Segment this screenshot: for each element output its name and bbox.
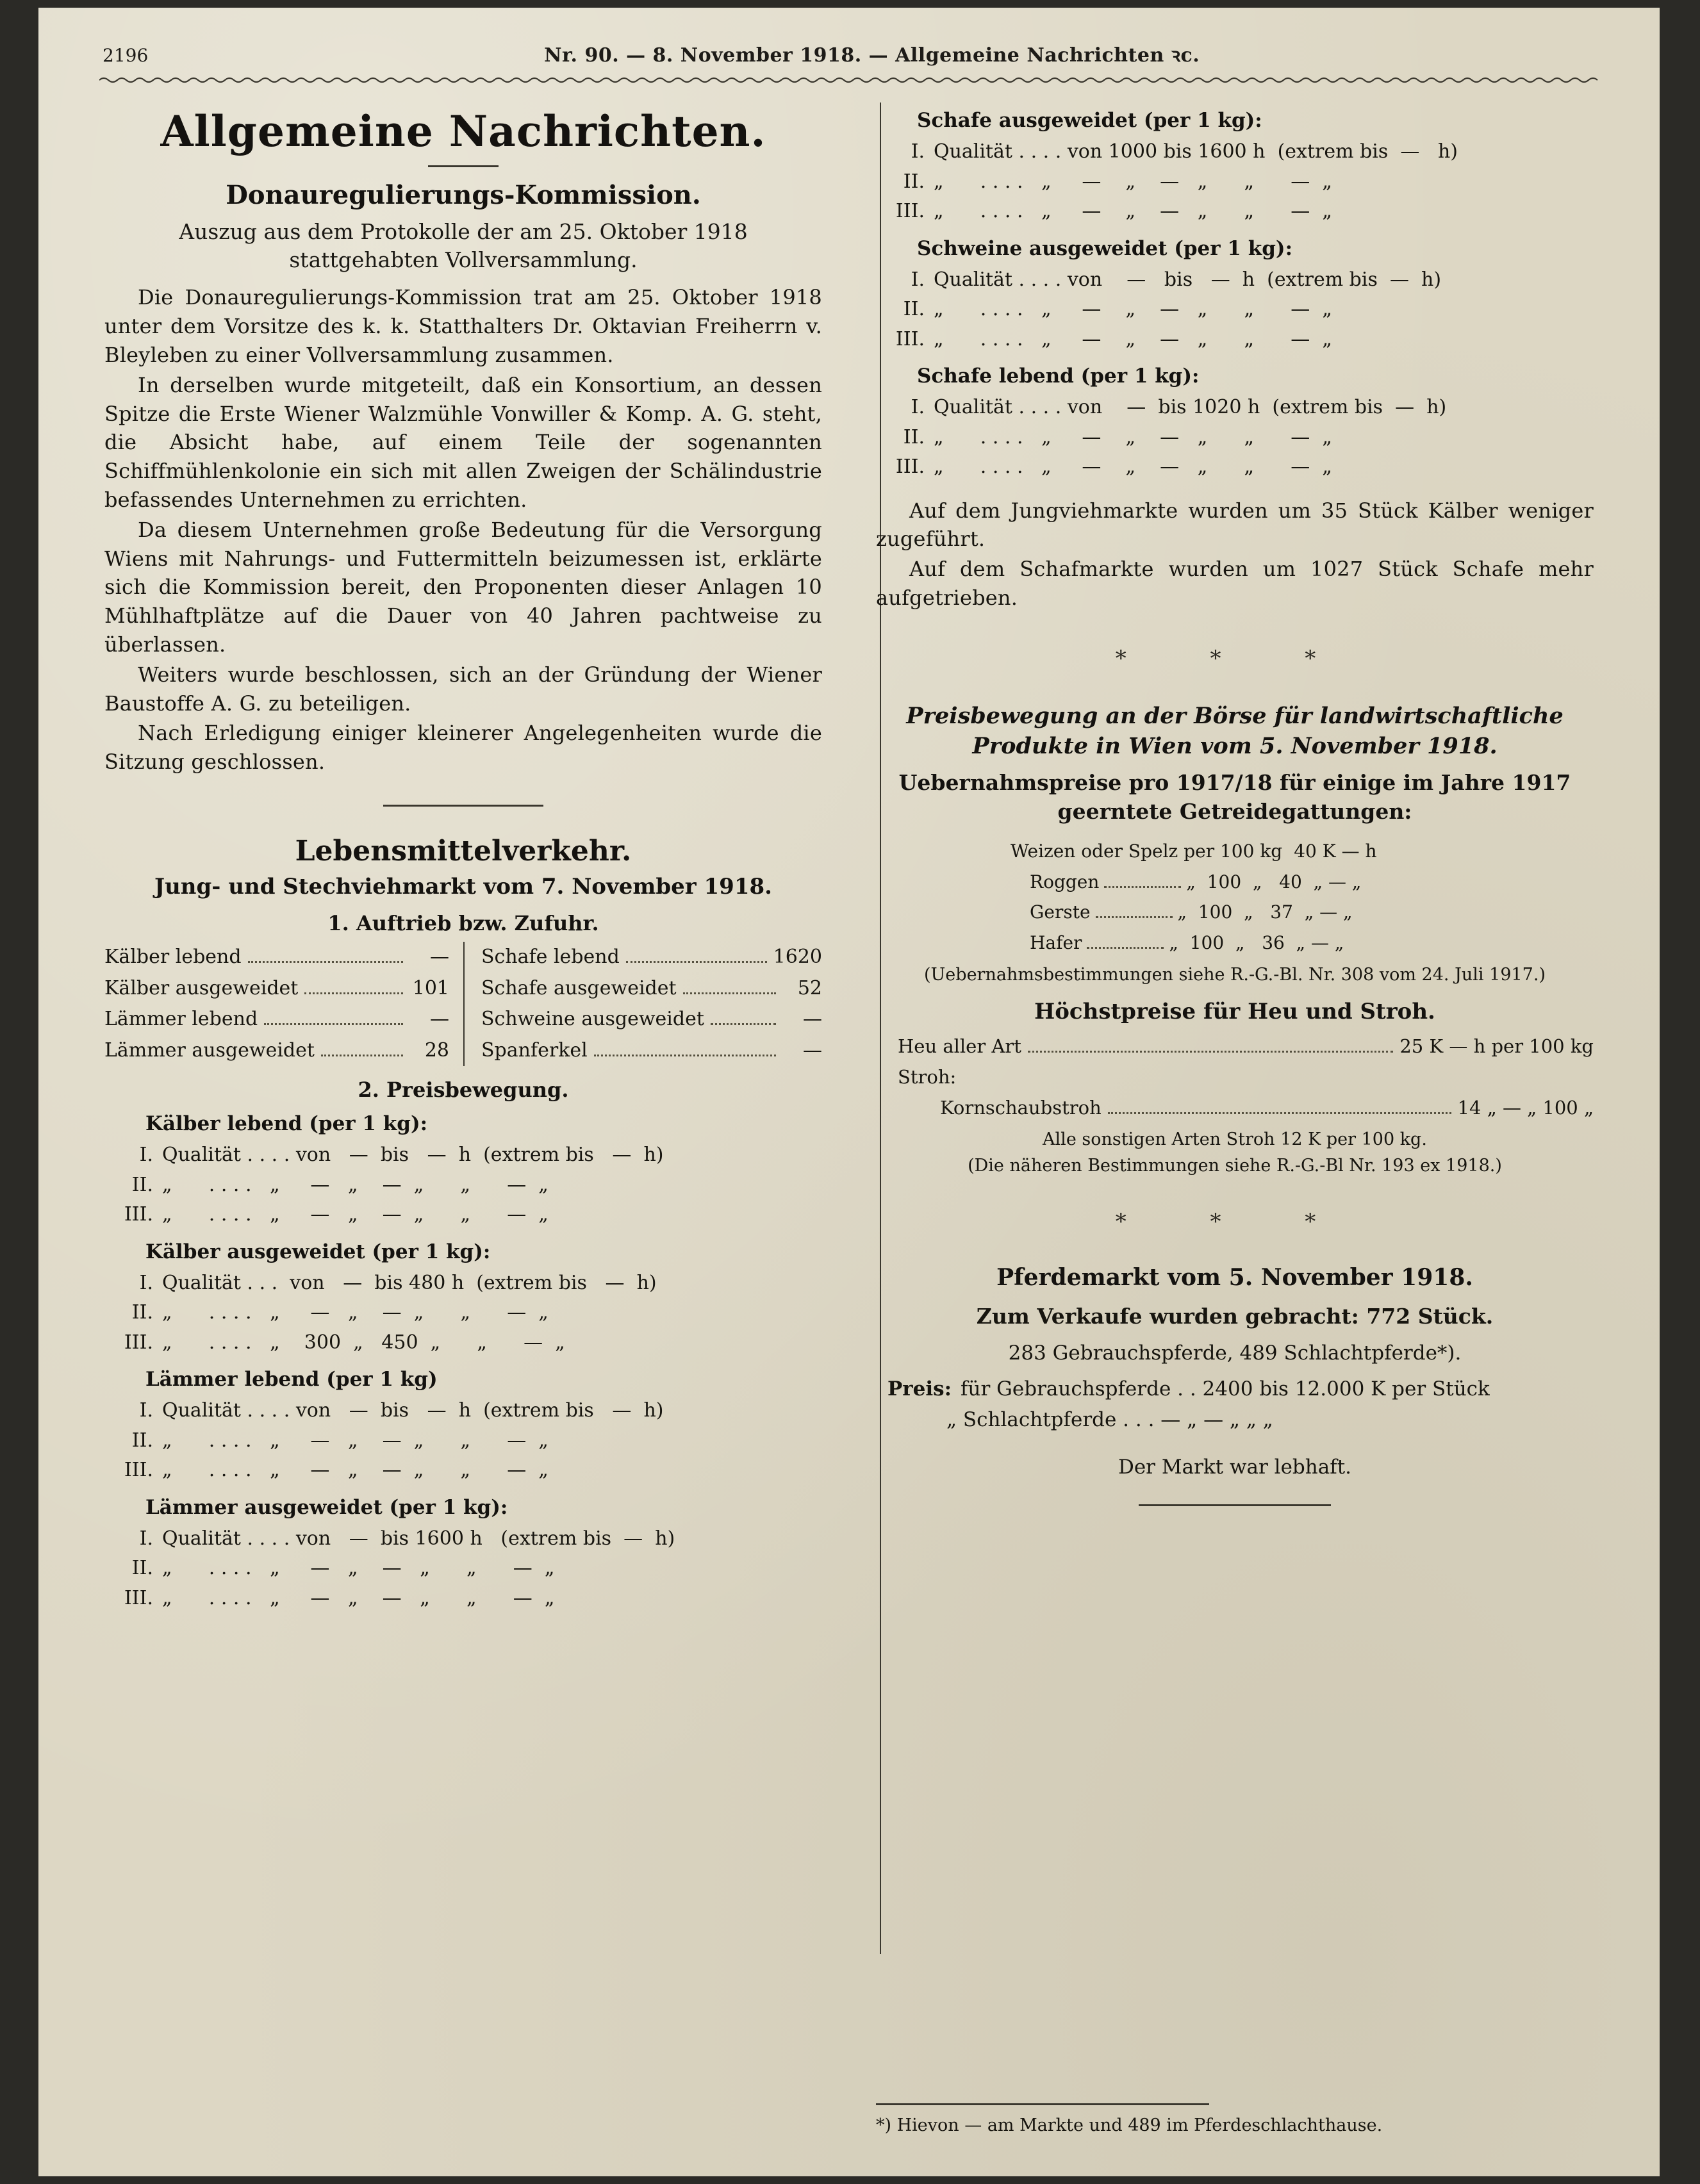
quality-text: „ . . . . „ — „ — „ „ — „ <box>162 1301 549 1324</box>
price-row <box>104 1140 822 1170</box>
quality-text: Qualität . . . . von — bis — h (extrem bis — h) <box>162 1144 664 1167</box>
price-block <box>104 1112 822 1230</box>
leader-dots <box>304 992 403 994</box>
quality-text: „ . . . . „ — „ — „ „ — „ <box>934 456 1332 478</box>
price-row <box>104 1554 822 1584</box>
quality-number: I. <box>911 140 925 163</box>
quality-number: III. <box>124 1203 153 1226</box>
leader-dots <box>626 960 767 963</box>
running-head <box>103 41 1596 67</box>
footnote-area <box>876 2080 1594 2135</box>
price-row <box>876 167 1594 197</box>
leader-dots <box>594 1054 776 1056</box>
quality-text: Qualität . . . von — bis 480 h (extrem bis — h) <box>162 1271 657 1294</box>
hay-value: 14 „ — „ 100 „ <box>1457 1096 1594 1119</box>
leader-dots <box>711 1022 776 1025</box>
table-row <box>104 1035 449 1067</box>
horse-price-value: „ Schlachtpferde . . . — „ — „ „ „ <box>946 1408 1273 1432</box>
leader-dots <box>264 1022 403 1025</box>
table-row <box>481 1035 822 1067</box>
quality-number: III. <box>124 1459 153 1482</box>
supply-value: — <box>803 1008 822 1031</box>
leader-dots <box>1028 1050 1393 1053</box>
price-row <box>876 197 1594 227</box>
quality-text: „ . . . . „ — „ — „ „ — „ <box>934 298 1332 320</box>
price-row <box>104 1298 822 1328</box>
quality-text: Qualität . . . . von — bis 1020 h (extrem bis — h) <box>934 396 1447 418</box>
table-row <box>876 867 1594 898</box>
quality-text: „ . . . . „ — „ — „ „ — „ <box>162 1203 549 1226</box>
price-block-title: Lämmer ausgeweidet (per 1 kg): <box>145 1495 508 1519</box>
quality-number: III. <box>895 327 925 350</box>
table-row <box>481 942 822 973</box>
price-block <box>876 109 1594 227</box>
quality-number: II. <box>131 1301 153 1324</box>
quality-text: „ . . . . „ — „ — „ „ — „ <box>934 425 1332 448</box>
grain-value: „ 100 „ 37 „ — „ <box>1177 901 1353 923</box>
grain-name: Gerste <box>1030 901 1091 923</box>
running-head-center: Nr. 90. — 8. November 1918. — Allgemeine Nachrichten ꝛc. <box>544 44 1200 67</box>
leader-dots <box>1108 1112 1451 1114</box>
star-separator: * * * <box>1115 1209 1355 1235</box>
price-row <box>104 1426 822 1456</box>
quality-number: I. <box>139 1399 153 1422</box>
grain-name: Roggen <box>1030 871 1100 892</box>
footer-rule <box>1139 1504 1331 1506</box>
grain-value: „ 100 „ 36 „ — „ <box>1169 932 1344 954</box>
table-row <box>104 1004 449 1035</box>
hay-note-1: Alle sonstigen Arten Stroh 12 K per 100 kg. <box>1043 1129 1427 1150</box>
supply-name: Schweine ausgeweidet <box>481 1008 704 1031</box>
quality-text: „ . . . . „ — „ — „ „ — „ <box>934 170 1332 193</box>
supply-value: — <box>430 1008 449 1031</box>
quality-number: II. <box>131 1557 153 1580</box>
left-column <box>104 97 822 2138</box>
hay-note-2: (Die näheren Bestimmungen siehe R.-G.-Bl Nr. 193 ex 1918.) <box>968 1156 1502 1176</box>
supply-table-left <box>104 942 463 1066</box>
price-row <box>876 137 1594 167</box>
paragraph: Weiters wurde beschlossen, sich an der Gründung der Wiener Baustoffe A. G. zu beteiligen. <box>104 662 822 716</box>
quality-number: III. <box>124 1331 153 1354</box>
price-row <box>104 1456 822 1486</box>
price-row <box>104 1269 822 1299</box>
hay-value: 25 K — h per 100 kg <box>1399 1035 1594 1057</box>
quality-number: I. <box>911 396 925 418</box>
quality-number: III. <box>124 1586 153 1609</box>
pferdemarkt-line-1: Zum Verkaufe wurden gebracht: 772 Stück. <box>976 1304 1494 1329</box>
table-row <box>104 942 449 973</box>
supply-name: Lämmer ausgeweidet <box>104 1039 315 1062</box>
quality-text: Qualität . . . . von — bis — h (extrem bis — h) <box>162 1399 664 1422</box>
price-row <box>876 393 1594 423</box>
grain-name: Hafer <box>1030 932 1082 954</box>
quality-text: Qualität . . . . von — bis — h (extrem bis — h) <box>934 268 1442 291</box>
quality-number: I. <box>139 1271 153 1294</box>
quality-number: III. <box>895 456 925 478</box>
quality-number: I. <box>139 1144 153 1167</box>
horse-price-row <box>876 1404 1594 1435</box>
table-row <box>481 973 822 1005</box>
grain-name: Weizen oder Spelz per 100 kg <box>1011 841 1283 862</box>
quality-text: „ . . . . „ 300 „ 450 „ „ — „ <box>162 1331 565 1354</box>
price-block-title: Kälber lebend (per 1 kg): <box>145 1112 428 1136</box>
horse-price-row <box>876 1374 1594 1404</box>
boerse-title: Preisbewegung an der Börse für landwirtschaftliche Produkte in Wien vom 5. November 1918. <box>906 702 1564 759</box>
paragraph: Nach Erledigung einiger kleinerer Angelegenheiten wurde die Sitzung geschlossen. <box>104 721 822 775</box>
table-row <box>876 1031 1594 1062</box>
grain-note: (Uebernahmsbestimmungen siehe R.-G.-Bl. Nr. 308 vom 24. Juli 1917.) <box>924 964 1546 985</box>
hay-price-table <box>876 1031 1594 1123</box>
table-row <box>876 928 1594 958</box>
table-row <box>104 973 449 1005</box>
quality-text: „ . . . . „ — „ — „ „ — „ <box>162 1429 549 1452</box>
supply-value: 28 <box>424 1039 449 1062</box>
quality-text: „ . . . . „ — „ — „ „ — „ <box>934 200 1332 222</box>
quality-number: III. <box>895 200 925 222</box>
supply-name: Spanferkel <box>481 1039 588 1062</box>
paragraph: In derselben wurde mitgeteilt, daß ein Konsortium, an dessen Spitze die Erste Wiener Walzmühle Vonwiller & Komp. A. G. steht, die Absicht habe, auf einem Teile der sogenannten Schiffmühlenkolonie ein sich mit allen Zweigen der Schälindustrie befassendes Unternehmen zu errichten. <box>104 372 822 513</box>
price-row <box>876 423 1594 453</box>
masthead-title: Allgemeine Nachrichten. <box>160 106 766 156</box>
leader-dots <box>321 1054 403 1056</box>
price-block-title: Kälber ausgeweidet (per 1 kg): <box>145 1240 491 1263</box>
quality-text: „ . . . . „ — „ — „ „ — „ <box>162 1459 549 1482</box>
hay-label: Stroh: <box>898 1065 957 1088</box>
leader-dots <box>1087 946 1164 949</box>
footnote-rule <box>876 2103 1209 2105</box>
price-row <box>876 325 1594 355</box>
section-subhead: Auszug aus dem Protokolle der am 25. Oktober 1918 stattgehabten Vollversammlung. <box>179 219 748 273</box>
paragraph: Da diesem Unternehmen große Bedeutung für die Versorgung Wiens mit Nahrungs- und Futtermitteln beizumessen ist, erklärte sich die Kommission bereit, den Proponenten dieser Anlagen 10 Mühlhaftplätze auf die Dauer von 40 Jahren pachtweise zu überlassen. <box>104 517 822 657</box>
table-row <box>876 836 1594 867</box>
section-title-lebensmittelverkehr: Lebensmittelverkehr. <box>295 834 632 867</box>
section-separator-rule <box>383 805 543 807</box>
quality-number: II. <box>903 170 925 193</box>
price-row <box>104 1200 822 1230</box>
subsection-1-heading: 1. Auftrieb bzw. Zufuhr. <box>327 910 599 935</box>
section-title-donauregulierung: Donauregulierungs-Kommission. <box>226 180 701 210</box>
two-column-body <box>99 97 1599 2138</box>
hay-prices-heading: Höchstpreise für Heu und Stroh. <box>1034 998 1435 1024</box>
supply-name: Lämmer lebend <box>104 1008 258 1031</box>
supply-name: Schafe ausgeweidet <box>481 976 677 999</box>
leader-dots <box>1096 915 1173 918</box>
price-row <box>104 1584 822 1614</box>
horse-price-label: Preis: <box>887 1377 952 1401</box>
price-block <box>104 1240 822 1358</box>
table-row <box>481 1004 822 1035</box>
subsection-2-heading: 2. Preisbewegung. <box>358 1078 569 1103</box>
supply-value: — <box>803 1039 822 1062</box>
horse-price-value: für Gebrauchspferde . . 2400 bis 12.000 K per Stück <box>961 1377 1490 1401</box>
price-row <box>876 295 1594 325</box>
newspaper-page <box>38 8 1660 2176</box>
boerse-subtitle: Uebernahmspreise pro 1917/18 für einige im Jahre 1917 geerntete Getreidegattungen: <box>898 770 1571 824</box>
leader-dots <box>1104 885 1181 888</box>
paragraph: Auf dem Schafmarkte wurden um 1027 Stück Schafe mehr aufgetrieben. <box>876 557 1594 610</box>
wavy-rule <box>99 76 1599 85</box>
supply-table-right <box>463 942 822 1066</box>
price-block-title: Schafe ausgeweidet (per 1 kg): <box>917 109 1262 132</box>
supply-name: Schafe lebend <box>481 945 620 968</box>
quality-text: Qualität . . . . von 1000 bis 1600 h (extrem bis — h) <box>934 140 1458 163</box>
grain-value: 40 K — h <box>1294 841 1377 862</box>
pferdemarkt-line-3: Der Markt war lebhaft. <box>1118 1456 1352 1479</box>
quality-number: II. <box>131 1429 153 1452</box>
supply-name: Kälber lebend <box>104 945 242 968</box>
paragraph: Die Donauregulierungs-Kommission trat am 25. Oktober 1918 unter dem Vorsitze des k. k. Statthalters Dr. Oktavian Freiherrn v. Bleyleben zu einer Vollversammlung zusammen. <box>104 285 822 368</box>
supply-value: 1620 <box>773 945 822 968</box>
leader-dots <box>248 960 403 963</box>
price-block <box>104 1496 822 1614</box>
price-block <box>876 365 1594 482</box>
supply-value: 101 <box>412 976 449 999</box>
quality-number: II. <box>903 425 925 448</box>
quality-number: I. <box>911 268 925 291</box>
supply-value: — <box>430 945 449 968</box>
price-row <box>104 1396 822 1426</box>
masthead-rule <box>428 165 499 167</box>
hay-label: Heu aller Art <box>898 1035 1021 1057</box>
quality-text: „ . . . . „ — „ — „ „ — „ <box>934 327 1332 350</box>
quality-number: II. <box>903 298 925 320</box>
leader-dots <box>683 992 776 994</box>
table-row <box>876 897 1594 928</box>
table-row <box>876 1062 1594 1092</box>
price-block <box>104 1368 822 1486</box>
quality-text: „ . . . . „ — „ — „ „ — „ <box>162 1173 549 1196</box>
price-row <box>104 1524 822 1554</box>
price-block <box>876 237 1594 355</box>
price-block-title: Lämmer lebend (per 1 kg) <box>145 1368 438 1392</box>
right-column <box>876 97 1594 2138</box>
pferdemarkt-title: Pferdemarkt vom 5. November 1918. <box>996 1264 1473 1292</box>
price-block-title: Schweine ausgeweidet (per 1 kg): <box>917 236 1293 260</box>
quality-number: II. <box>131 1173 153 1196</box>
price-row <box>876 265 1594 295</box>
quality-text: „ . . . . „ — „ — „ „ — „ <box>162 1557 555 1580</box>
supply-table <box>104 942 822 1066</box>
hay-label: Kornschaubstroh <box>940 1096 1102 1119</box>
paragraph: Auf dem Jungviehmarkte wurden um 35 Stück Kälber weniger zugeführt. <box>876 498 1594 552</box>
footnote-text: *) Hievon — am Markte und 489 im Pferdeschlachthause. <box>876 2115 1383 2135</box>
price-row <box>876 452 1594 482</box>
price-row <box>104 1328 822 1358</box>
grain-value: „ 100 „ 40 „ — „ <box>1186 871 1362 892</box>
quality-number: I. <box>139 1527 153 1550</box>
pferdemarkt-line-2: 283 Gebrauchspferde, 489 Schlachtpferde*). <box>1008 1342 1462 1365</box>
star-separator: * * * <box>1115 645 1355 671</box>
price-block-title: Schafe lebend (per 1 kg): <box>917 365 1200 388</box>
market-subtitle: Jung- und Stechviehmarkt vom 7. November 1918. <box>154 873 772 899</box>
page-number: 2196 <box>103 45 149 66</box>
table-row <box>876 1092 1594 1123</box>
grain-price-table <box>876 836 1594 958</box>
supply-name: Kälber ausgeweidet <box>104 976 299 999</box>
supply-value: 52 <box>797 976 822 999</box>
price-row <box>104 1170 822 1201</box>
quality-text: „ . . . . „ — „ — „ „ — „ <box>162 1586 555 1609</box>
quality-text: Qualität . . . . von — bis 1600 h (extrem bis — h) <box>162 1527 675 1550</box>
